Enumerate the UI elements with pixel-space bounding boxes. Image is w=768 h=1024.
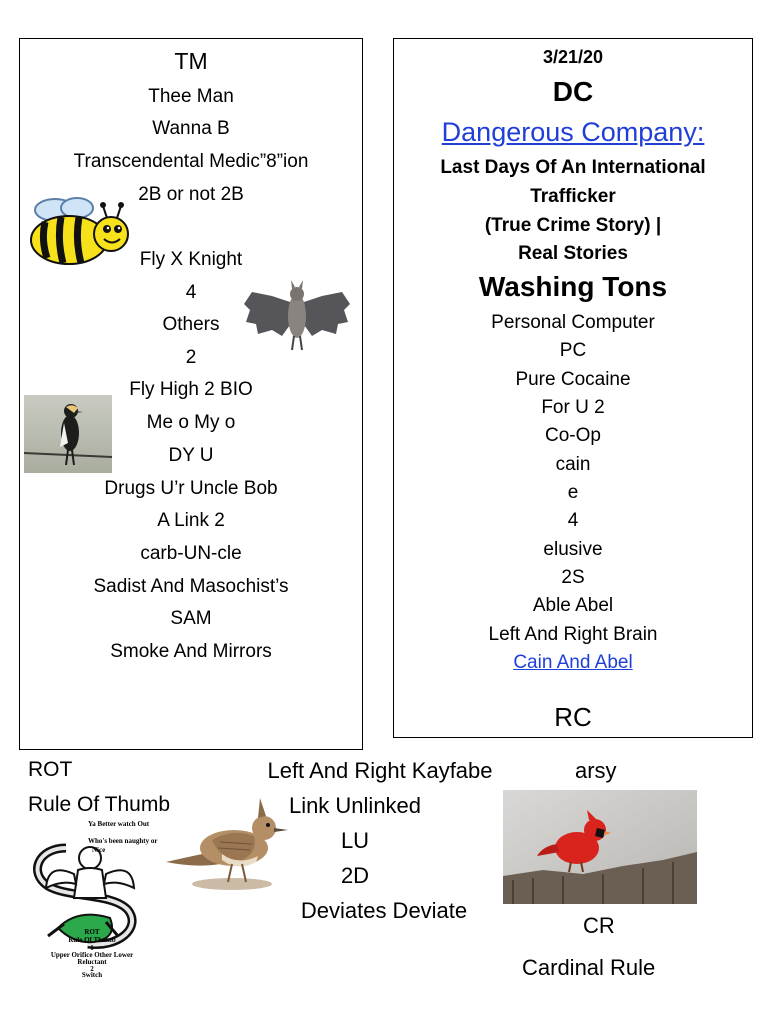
right-line: Pure Cocaine [515, 369, 631, 390]
left-line: A Link 2 [157, 510, 225, 531]
cartoon-text: Who's been naughty or [88, 837, 158, 845]
right-line: cain [555, 454, 591, 475]
subtitle-line: Real Stories [518, 243, 628, 264]
left-line: SAM [170, 608, 212, 629]
left-line: Drugs U’r Uncle Bob [104, 478, 278, 499]
left-line: Fly X Knight [139, 249, 243, 270]
left-line: Fly High 2 BIO [129, 379, 253, 400]
left-line: Me o My o [146, 412, 236, 433]
date-label: 3/21/20 [542, 47, 604, 67]
rc-label: RC [554, 702, 592, 732]
cartoon-text: Rule Of Thumb [68, 936, 116, 944]
cartoon-text: 2 [90, 965, 94, 973]
subtitle-line: (True Crime Story) | [484, 215, 662, 236]
right-line: Co-Op [545, 425, 601, 446]
washing-tons-heading: Washing Tons [478, 271, 668, 302]
left-line: 4 [185, 282, 197, 303]
right-line: Left And Right Brain [488, 624, 658, 645]
bat-image [242, 274, 352, 354]
left-line: Sadist And Masochist’s [93, 576, 289, 597]
left-line: 2B or not 2B [138, 184, 244, 205]
cr-label: CR [583, 913, 615, 938]
right-line: elusive [543, 539, 603, 560]
cardinal-rule-label: Cardinal Rule [522, 955, 656, 980]
right-line: 2S [561, 567, 585, 588]
left-line: Thee Man [148, 86, 234, 107]
bee-image [27, 196, 131, 268]
right-line: e [567, 482, 579, 503]
bottom-center-line: Deviates Deviate [300, 898, 468, 923]
rot-label: ROT [28, 758, 73, 781]
left-line: 2 [185, 347, 197, 368]
cartoon-text: ROT [84, 928, 100, 936]
bottom-center-line: LU [340, 828, 370, 853]
cartoon-text: Switch [81, 971, 103, 978]
right-line: 4 [567, 510, 579, 531]
bottom-center-line: 2D [340, 863, 370, 888]
cain-and-abel-link[interactable]: Cain And Abel [513, 652, 633, 673]
cartoon-text: Upper Orifice Other Lower [50, 951, 134, 959]
arsy-label: arsy [575, 758, 617, 783]
left-line: Transcendental Medic”8”ion [73, 151, 309, 172]
dangerous-company-link[interactable]: Dangerous Company: [441, 117, 705, 147]
bird-image [24, 395, 112, 473]
cartoon-text: Ya Better watch Out [88, 820, 150, 828]
cartoon-text: Reluctant [77, 958, 107, 966]
right-line: Able Abel [532, 595, 614, 616]
right-line: Personal Computer [491, 312, 655, 333]
left-title: TM [174, 48, 208, 74]
left-line: carb-UN-cle [140, 543, 242, 564]
subtitle-line: Trafficker [530, 186, 616, 207]
left-line: Others [162, 314, 220, 335]
rule-of-thumb-cartoon [18, 818, 166, 978]
rule-of-thumb-label: Rule Of Thumb [28, 793, 171, 816]
left-line: Wanna B [152, 118, 230, 139]
left-line: Smoke And Mirrors [110, 641, 272, 662]
cartoon-text: 1 [90, 944, 94, 952]
left-line: DY U [168, 445, 214, 466]
cardinal-image [503, 790, 697, 904]
cartoon-text: Nice [92, 846, 106, 854]
dc-heading: DC [552, 76, 594, 107]
right-line: For U 2 [541, 397, 605, 418]
subtitle-line: Last Days Of An International [440, 157, 706, 178]
bottom-center-line: Left And Right Kayfabe [267, 758, 493, 783]
right-line: PC [559, 340, 587, 361]
bottom-center-line: Link Unlinked [288, 793, 422, 818]
